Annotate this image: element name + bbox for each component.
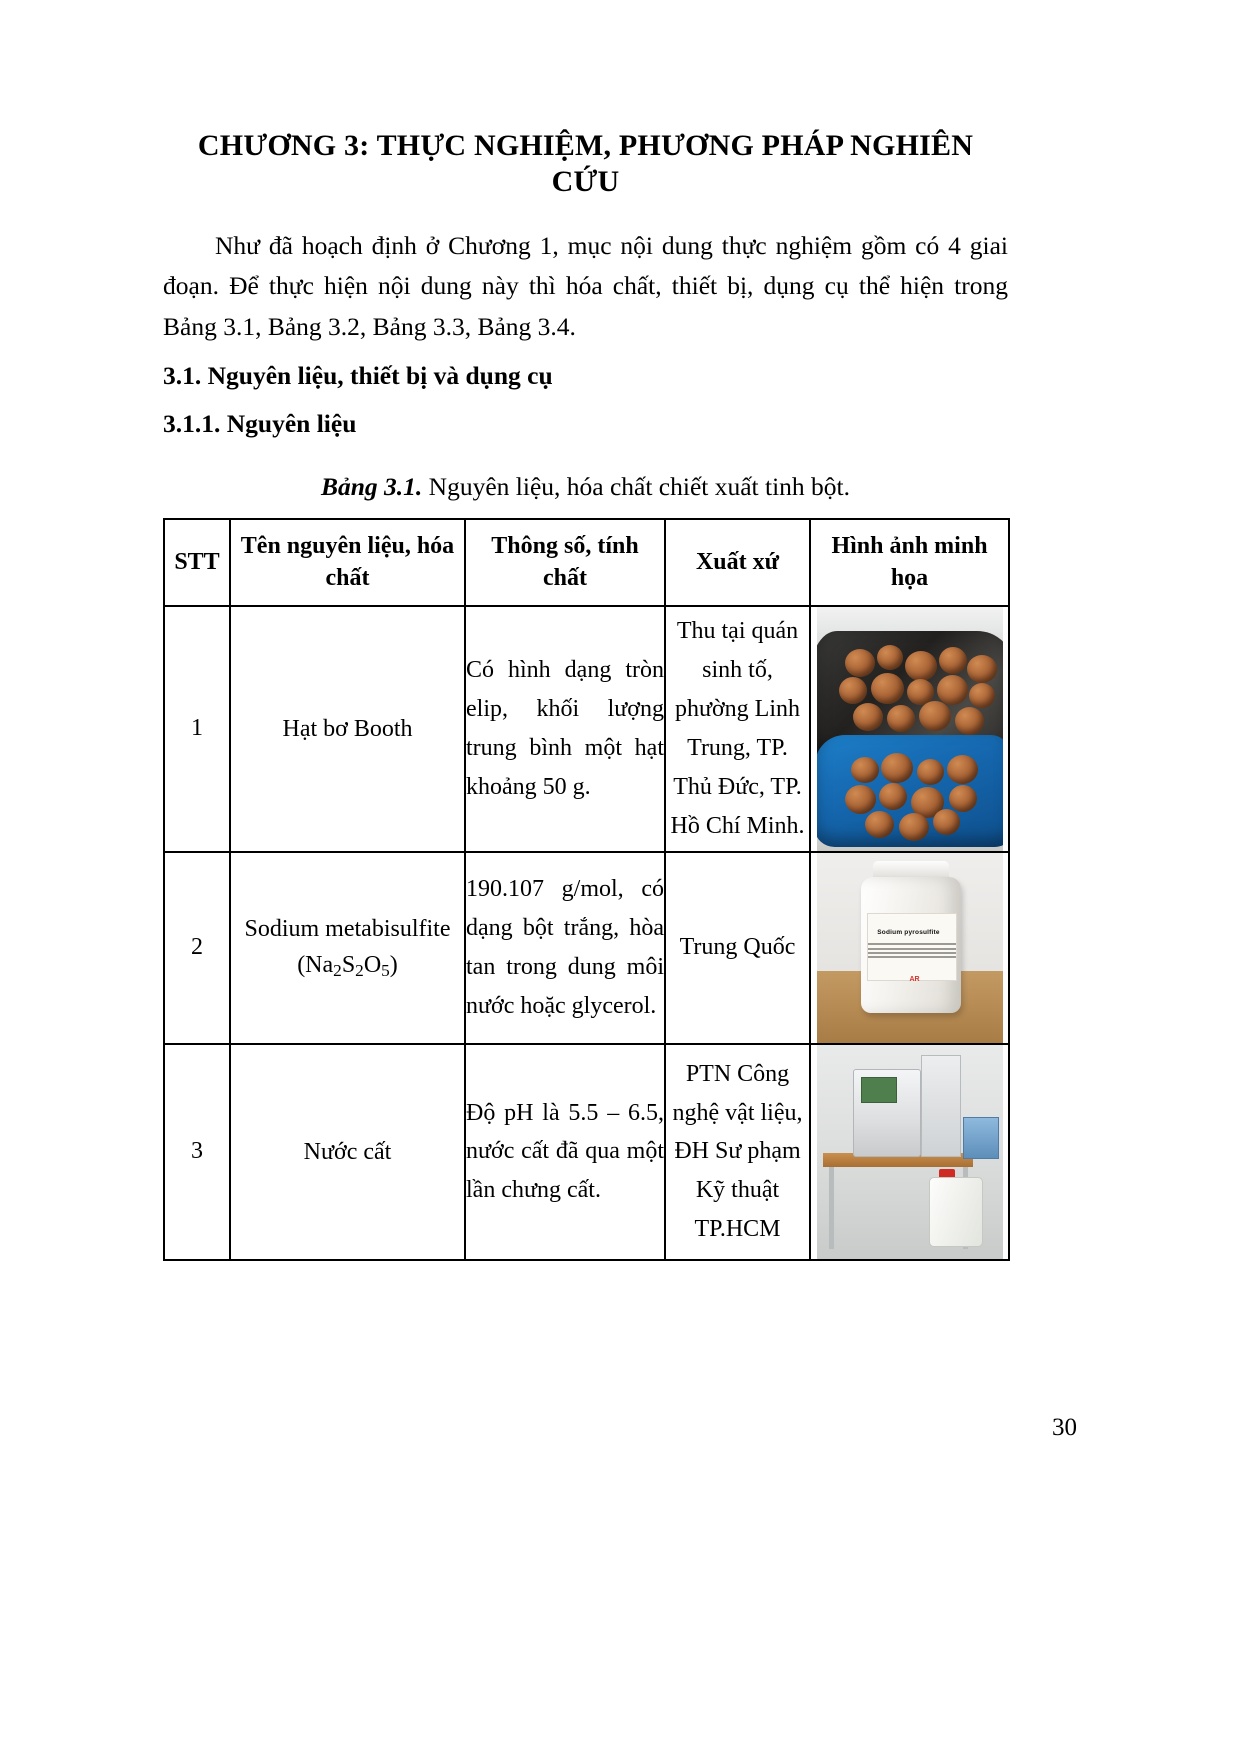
distiller-display [861, 1077, 897, 1103]
cell-name-text: Sodium metabisulfite [244, 916, 451, 943]
cell-image [810, 1044, 1009, 1260]
intro-paragraph [163, 226, 1008, 347]
intro-paragraph-text: Như đã hoạch định ở Chương 1, mục nội dung thực nghiệm gồm có 4 giai đoạn. Để thực hiện nội dung này thì hóa chất, thiết bị, dụng cụ thể hiện trong Bảng 3.1, Bảng 3.2, Bảng 3.3, Bảng 3.4. [163, 231, 1008, 341]
cell-name [230, 1044, 465, 1260]
cell-image [810, 852, 1009, 1044]
photo-wall [817, 607, 1003, 633]
table-row [164, 1044, 1009, 1260]
bottle-label-title: Sodium pyrosulfite [877, 928, 940, 936]
jerrycan [929, 1177, 983, 1247]
lab-bench-leg [829, 1167, 834, 1249]
page-content [163, 0, 1008, 1261]
avocado-seeds-photo [817, 607, 1003, 851]
bottle-label [867, 913, 957, 981]
column-header-image: Hình ảnh minh họa [810, 519, 1009, 606]
table-caption [163, 469, 1008, 505]
table-header-row [164, 519, 1009, 606]
cell-origin: PTN Công nghệ vật liệu, ĐH Sư phạm Kỹ thuật TP.HCM [665, 1044, 810, 1260]
materials-table [163, 518, 1010, 1261]
section-heading-3-1-1: 3.1.1. Nguyên liệu [163, 409, 357, 439]
cell-name [230, 606, 465, 852]
table-caption-label: Bảng 3.1. [320, 472, 423, 502]
cell-name-formula: $(Na_2S_2O_5)$ [297, 952, 398, 981]
cell-name [230, 852, 465, 1044]
cell-stt: 1 [164, 606, 230, 852]
cell-image [810, 606, 1009, 852]
page-number: 30 [1052, 1414, 1077, 1441]
cell-stt: 3 [164, 1044, 230, 1260]
reagent-bottle-photo [817, 853, 1003, 1043]
bottle-label-grade: AR [909, 975, 920, 983]
cell-origin: Thu tại quán sinh tố, phường Linh Trung, TP. Thủ Đức, TP. Hồ Chí Minh. [665, 606, 810, 852]
table-row [164, 852, 1009, 1044]
cell-stt: 2 [164, 852, 230, 1044]
lab-bench-photo [817, 1045, 1003, 1259]
table-row [164, 606, 1009, 852]
cell-name-text: Hạt bơ Booth [282, 715, 413, 742]
table-caption-text: Nguyên liệu, hóa chất chiết xuất tinh bột. [422, 472, 851, 502]
section-heading-3-1: 3.1. Nguyên liệu, thiết bị và dụng cụ [163, 360, 553, 390]
column-header-origin: Xuất xứ [665, 519, 810, 606]
column-header-stt: STT [164, 519, 230, 606]
blue-container [963, 1117, 999, 1159]
cell-name-text: Nước cất [303, 1138, 392, 1165]
cell-origin: Trung Quốc [665, 852, 810, 1044]
cell-spec: Độ pH là 5.5 – 6.5, nước cất đã qua một lần chưng cất. [465, 1044, 665, 1260]
column-header-name: Tên nguyên liệu, hóa chất [230, 519, 465, 606]
cell-spec: 190.107 g/mol, có dạng bột trắng, hòa tan trong dung môi nước hoặc glycerol. [465, 852, 665, 1044]
chapter-title: CHƯƠNG 3: THỰC NGHIỆM, PHƯƠNG PHÁP NGHIÊN CỨU [197, 129, 974, 198]
distiller-column [921, 1055, 961, 1157]
column-header-spec: Thông số, tính chất [465, 519, 665, 606]
cell-spec: Có hình dạng tròn elip, khối lượng trung bình một hạt khoảng 50 g. [465, 606, 665, 852]
